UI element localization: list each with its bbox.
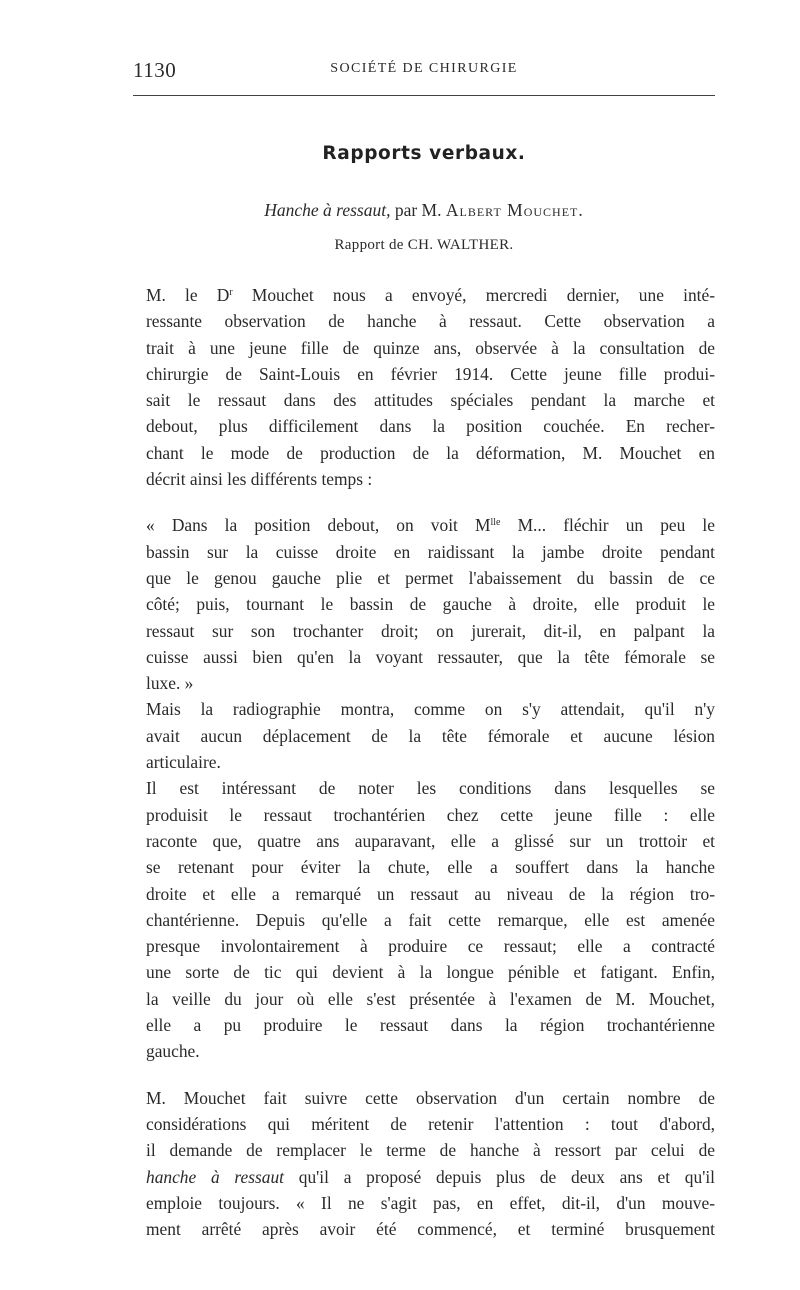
text-span: « Dans la position debout, on voit M bbox=[146, 515, 491, 536]
text-line: M. Mouchet fait suivre cette observation d'un certain nombre de bbox=[146, 1087, 715, 1108]
running-head bbox=[133, 58, 715, 82]
paragraph bbox=[146, 1085, 715, 1243]
page-number: 1130 bbox=[133, 58, 177, 82]
text-line: la veille du jour où elle s'est présentée à l'examen de M. Mouchet, bbox=[146, 988, 715, 1009]
paragraph bbox=[146, 775, 715, 1064]
text-line: chant le mode de production de la déformation, M. Mouchet en bbox=[146, 442, 715, 463]
text-line: cuisse aussi bien qu'en la voyant ressauter, que la tête fémorale se bbox=[146, 646, 715, 667]
byline-by: par M. bbox=[394, 200, 442, 220]
text-line: considérations qui méritent de retenir l'attention : tout d'abord, bbox=[146, 1113, 715, 1134]
text-line: décrit ainsi les différents temps : bbox=[146, 469, 373, 490]
paragraph-gap bbox=[146, 1065, 715, 1085]
text-line: droite et elle a remarqué un ressaut au niveau de la région tro- bbox=[146, 883, 715, 904]
text-line: articulaire. bbox=[146, 752, 221, 773]
paragraph bbox=[146, 696, 715, 775]
text-line: sait le ressaut dans des attitudes spéciales pendant la marche et bbox=[146, 390, 715, 411]
text-line: ment arrêté après avoir été commencé, et terminé brusquement bbox=[146, 1219, 715, 1240]
italic-term: hanche à ressaut bbox=[146, 1166, 285, 1187]
section-title: Rapports verbaux. bbox=[322, 143, 526, 164]
text-span: M... fléchir un peu le bbox=[500, 515, 715, 536]
text-line: il demande de remplacer le terme de hanche à ressort par celui de bbox=[146, 1140, 715, 1161]
text-span: Mouchet nous a envoyé, mercredi dernier, une inté- bbox=[232, 285, 715, 305]
text-line: que le genou gauche plie et permet l'abaissement du bassin de ce bbox=[146, 567, 715, 588]
text-line: chantérienne. Depuis qu'elle a fait cette remarque, elle est amenée bbox=[146, 909, 715, 930]
text-span: qu'il a proposé depuis plus de deux ans et qu'il bbox=[284, 1166, 715, 1187]
text-line: trait à une jeune fille de quinze ans, observée à la consultation de bbox=[146, 337, 715, 358]
report-line: Rapport de CH. WALTHER. bbox=[334, 237, 514, 253]
text-line: Mais la radiographie montra, comme on s'y attendait, qu'il n'y bbox=[146, 699, 715, 720]
paragraph-gap bbox=[146, 492, 715, 512]
superscript: r bbox=[229, 287, 233, 298]
text-line: presque involontairement à produire ce ressaut; elle a contracté bbox=[146, 936, 715, 957]
article-title: Hanche à ressaut, bbox=[264, 200, 391, 220]
text-line: se retenant pour éviter la chute, elle a souffert dans la hanche bbox=[146, 857, 715, 878]
text-line: debout, plus difficilement dans la position couchée. En recher- bbox=[146, 416, 715, 437]
text-line: produisit le ressaut trochantérien chez cette jeune fille : elle bbox=[146, 804, 715, 825]
text-line: Il est intéressant de noter les conditions dans lesquelles se bbox=[146, 778, 715, 799]
paragraph bbox=[146, 512, 715, 696]
text-line: côté; puis, tournant le bassin de gauche à droite, elle produit le bbox=[146, 594, 715, 615]
header-rule bbox=[133, 95, 715, 96]
text-line: chirurgie de Saint-Louis en février 1914. Cette jeune fille produi- bbox=[146, 363, 715, 384]
author-name: Albert Mouchet. bbox=[445, 200, 584, 220]
text-line: elle a pu produire le ressaut dans la région trochantérienne bbox=[146, 1015, 715, 1036]
text-line: ressaut sur son trochanter droit; on jurerait, dit-il, en palpant la bbox=[146, 620, 715, 641]
text-line bbox=[146, 1164, 715, 1190]
text-line: une sorte de tic qui devient à la longue pénible et fatigant. Enfin, bbox=[146, 962, 715, 983]
text-span: M. le D bbox=[146, 285, 230, 305]
text-line: avait aucun déplacement de la tête fémorale et aucune lésion bbox=[146, 725, 715, 746]
text-line: luxe. » bbox=[146, 673, 194, 694]
text-line: gauche. bbox=[146, 1041, 200, 1062]
body-text bbox=[146, 282, 715, 1242]
running-title: SOCIÉTÉ DE CHIRURGIE bbox=[330, 61, 518, 76]
text-line bbox=[146, 282, 715, 308]
byline bbox=[133, 200, 715, 221]
text-line: emploie toujours. « Il ne s'agit pas, en effet, dit-il, d'un mouve- bbox=[146, 1192, 715, 1213]
text-line: bassin sur la cuisse droite en raidissant la jambe droite pendant bbox=[146, 541, 715, 562]
paragraph bbox=[146, 282, 715, 492]
text-line: ressante observation de hanche à ressaut. Cette observation a bbox=[146, 311, 715, 332]
text-line bbox=[146, 512, 715, 538]
superscript: lle bbox=[490, 517, 501, 529]
text-line: raconte que, quatre ans auparavant, elle a glissé sur un trottoir et bbox=[146, 830, 715, 851]
